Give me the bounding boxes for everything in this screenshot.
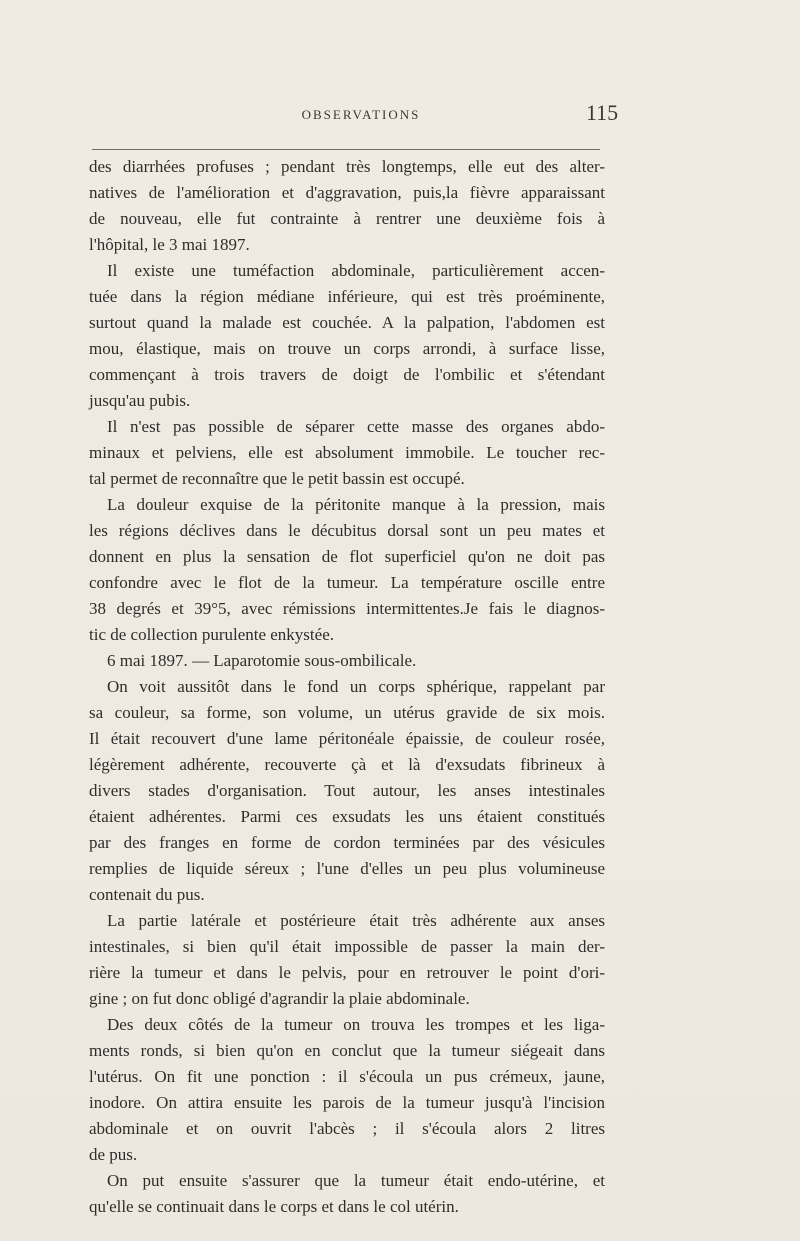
text-line: tuée dans la région médiane inférieure, qui est très proéminente, xyxy=(89,287,605,306)
page-number: 115 xyxy=(586,100,619,125)
text-line: des diarrhées profuses ; pendant très longtemps, elle eut des alter- xyxy=(89,157,605,176)
text-line: intestinales, si bien qu'il était impossible de passer la main der- xyxy=(89,937,605,956)
text-line: rière la tumeur et dans le pelvis, pour en retrouver le point d'ori- xyxy=(89,963,605,982)
body-text xyxy=(89,154,605,1220)
text-line: Il était recouvert d'une lame péritonéale épaissie, de couleur rosée, xyxy=(89,729,605,748)
header-rule xyxy=(92,149,600,150)
text-line: natives de l'amélioration et d'aggravation, puis,la fièvre apparaissant xyxy=(89,183,605,202)
text-line: divers stades d'organisation. Tout autour, les anses intestinales xyxy=(89,781,605,800)
text-line: La partie latérale et postérieure était très adhérente aux anses xyxy=(107,911,605,930)
text-line: La douleur exquise de la péritonite manque à la pression, mais xyxy=(107,495,605,514)
text-line: ments ronds, si bien qu'on en conclut que la tumeur siégeait dans xyxy=(89,1041,605,1060)
text-line: légèrement adhérente, recouverte çà et là d'exsudats fibrineux à xyxy=(89,755,605,774)
text-line: commençant à trois travers de doigt de l'ombilic et s'étendant xyxy=(89,365,605,384)
text-line: remplies de liquide séreux ; l'une d'elles un peu plus volumineuse xyxy=(89,859,605,878)
text-line: donnent en plus la sensation de flot superficiel qu'on ne doit pas xyxy=(89,547,605,566)
text-line: contenait du pus. xyxy=(89,885,205,904)
text-line: par des franges en forme de cordon terminées par des vésicules xyxy=(89,833,605,852)
text-line: abdominale et on ouvrit l'abcès ; il s'écoula alors 2 litres xyxy=(89,1119,605,1138)
text-line: tal permet de reconnaître que le petit bassin est occupé. xyxy=(89,469,465,488)
text-line: de pus. xyxy=(89,1145,138,1164)
text-line: Il existe une tuméfaction abdominale, particulièrement accen- xyxy=(107,261,605,280)
text-line: tic de collection purulente enkystée. xyxy=(89,625,334,644)
text-line: On voit aussitôt dans le fond un corps sphérique, rappelant par xyxy=(107,677,605,696)
text-line: mou, élastique, mais on trouve un corps arrondi, à surface lisse, xyxy=(89,339,605,358)
text-line: l'utérus. On fit une ponction : il s'écoula un pus crémeux, jaune, xyxy=(89,1067,605,1086)
running-title: OBSERVATIONS xyxy=(301,107,421,122)
text-line: inodore. On attira ensuite les parois de la tumeur jusqu'à l'incision xyxy=(89,1093,605,1112)
text-line: de nouveau, elle fut contrainte à rentrer une deuxième fois à xyxy=(89,209,605,228)
text-line: l'hôpital, le 3 mai 1897. xyxy=(89,235,250,254)
text-line: Des deux côtés de la tumeur on trouva les trompes et les liga- xyxy=(107,1015,605,1034)
text-line: étaient adhérentes. Parmi ces exsudats les uns étaient constitués xyxy=(89,807,605,826)
text-line: confondre avec le flot de la tumeur. La température oscille entre xyxy=(89,573,605,592)
text-line: sa couleur, sa forme, son volume, un utérus gravide de six mois. xyxy=(89,703,605,722)
text-line: les régions déclives dans le décubitus dorsal sont un peu mates et xyxy=(89,521,605,540)
text-line: On put ensuite s'assurer que la tumeur était endo-utérine, et xyxy=(107,1171,605,1190)
text-line: qu'elle se continuait dans le corps et dans le col utérin. xyxy=(89,1197,459,1216)
text-line: surtout quand la malade est couchée. A la palpation, l'abdomen est xyxy=(89,313,605,332)
text-line: 6 mai 1897. — Laparotomie sous-ombilicale. xyxy=(107,651,417,670)
text-line: Il n'est pas possible de séparer cette masse des organes abdo- xyxy=(107,417,605,436)
text-line: minaux et pelviens, elle est absolument immobile. Le toucher rec- xyxy=(89,443,605,462)
text-line: gine ; on fut donc obligé d'agrandir la plaie abdominale. xyxy=(89,989,470,1008)
text-line: jusqu'au pubis. xyxy=(89,391,191,410)
text-line: 38 degrés et 39°5, avec rémissions intermittentes.Je fais le diagnos- xyxy=(89,599,605,618)
